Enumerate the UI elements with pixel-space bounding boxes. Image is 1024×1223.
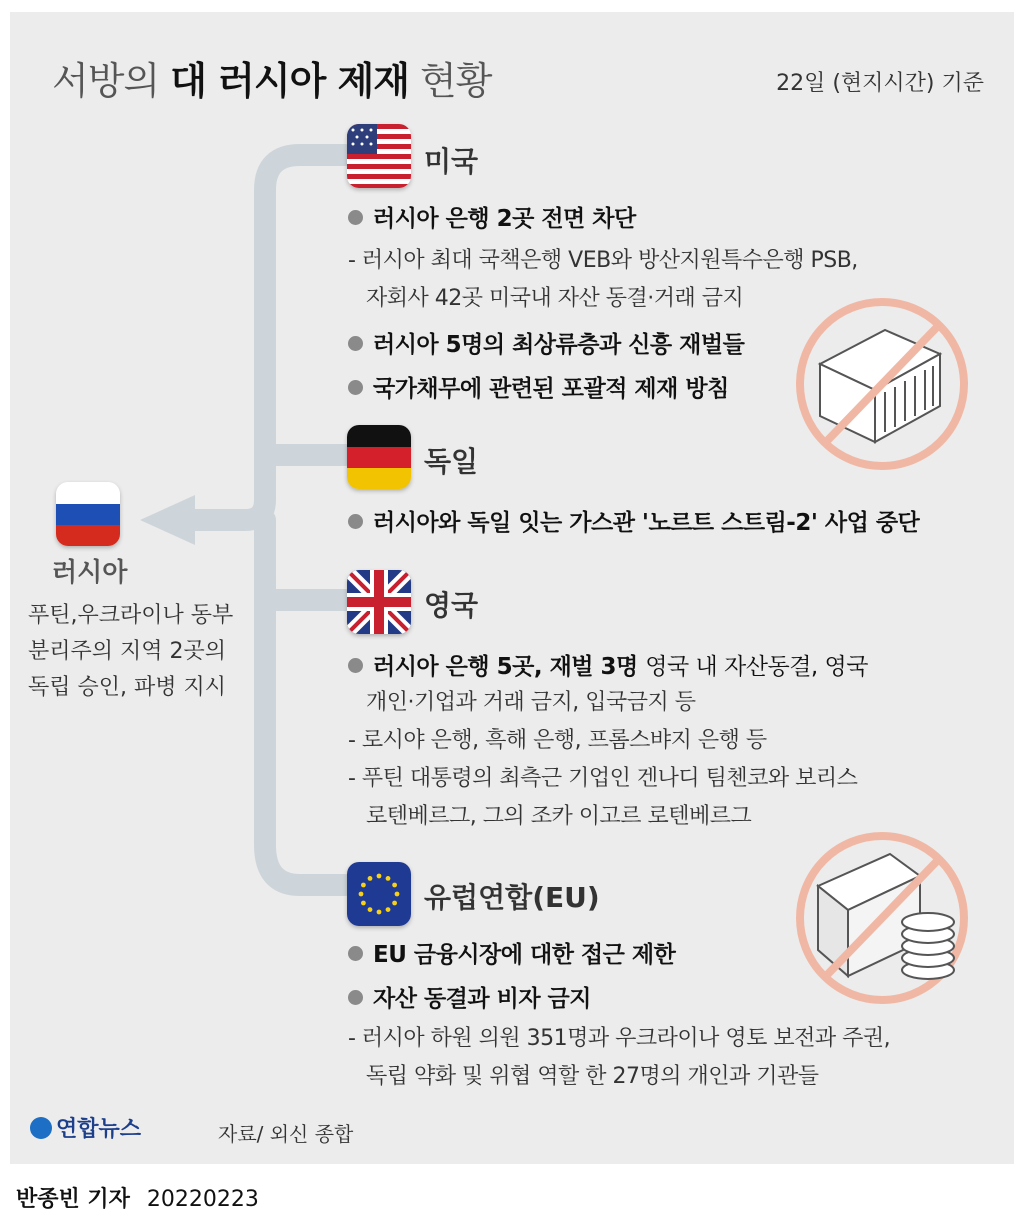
- uk-bullet-1-plain: 영국 내 자산동결, 영국: [645, 654, 868, 680]
- bullet-icon: [348, 380, 363, 395]
- bullet-icon: [348, 514, 363, 529]
- bullet-icon: [348, 658, 363, 673]
- us-bullet-3-text: 국가채무에 관련된 포괄적 제재 방침: [373, 376, 729, 402]
- bullet-icon: [348, 990, 363, 1005]
- arrow-icon: [140, 495, 195, 545]
- russia-description: [28, 598, 268, 706]
- uk-flag-icon: [347, 570, 411, 634]
- us-bullet-1-text: 러시아 은행 2곳 전면 차단: [373, 206, 636, 232]
- russia-desc-line: 푸틴,우크라이나 동부: [28, 603, 234, 628]
- source-note: 자료/ 외신 종합: [218, 1122, 354, 1146]
- eu-bullet-1: [348, 936, 675, 969]
- germany-bullet-1-text: 러시아와 독일 잇는 가스관 '노르트 스트림-2' 사업 중단: [373, 510, 920, 536]
- page-title: [52, 50, 491, 105]
- russia-desc-line: 분리주의 지역 2곳의: [28, 639, 226, 664]
- uk-bullet-1: [348, 648, 868, 681]
- basis-date: 22일 (현지시간) 기준: [776, 71, 984, 96]
- eu-bullet-1-text: EU 금융시장에 대한 접근 제한: [373, 942, 676, 968]
- germany-label: 독일: [424, 445, 479, 478]
- uk-bullet-1-cont: 개인·기업과 거래 금지, 입국금지 등: [366, 690, 696, 715]
- us-bullet-2-text: 러시아 5명의 최상류층과 신흥 재벌들: [373, 332, 745, 358]
- uk-label: 영국: [424, 589, 479, 622]
- eu-label: 유럽연합(EU): [424, 881, 600, 914]
- title-bold: 대 러시아 제재: [170, 59, 409, 103]
- no-money-icon: [790, 826, 974, 1010]
- bullet-icon: [348, 210, 363, 225]
- bullet-icon: [348, 336, 363, 351]
- eu-bullet-2: [348, 980, 591, 1013]
- title-prefix: 서방의: [52, 59, 160, 103]
- yonhap-logo-icon: [30, 1117, 52, 1139]
- footer-credit: [16, 1182, 259, 1213]
- us-sub-1a: - 러시아 최대 국책은행 VEB와 방산지원특수은행 PSB,: [348, 248, 858, 273]
- russia-flag-icon: [56, 482, 120, 546]
- us-bullet-3: [348, 370, 729, 403]
- eu-sub-1b: 독립 약화 및 위협 역할 한 27명의 개인과 기관들: [366, 1064, 819, 1089]
- title-suffix: 현황: [420, 59, 492, 103]
- publish-date: 20220223: [146, 1187, 259, 1212]
- us-label: 미국: [424, 145, 479, 178]
- us-bullet-1: [348, 200, 636, 233]
- eu-sub-1a: - 러시아 하원 의원 351명과 우크라이나 영토 보전과 주권,: [348, 1026, 891, 1051]
- bullet-icon: [348, 946, 363, 961]
- no-bank-icon: [790, 292, 974, 476]
- us-bullet-2: [348, 326, 744, 359]
- russia-desc-line: 독립 승인, 파병 지시: [28, 675, 226, 700]
- yonhap-logo: [30, 1112, 141, 1143]
- germany-bullet-1: [348, 504, 919, 537]
- us-flag-icon: [347, 124, 411, 188]
- eu-flag-icon: [347, 862, 411, 926]
- us-sub-1b: 자회사 42곳 미국내 자산 동결·거래 금지: [366, 286, 744, 311]
- eu-bullet-2-text: 자산 동결과 비자 금지: [373, 986, 591, 1012]
- reporter-name: 반종빈 기자: [16, 1187, 130, 1212]
- uk-bullet-1-bold: 러시아 은행 5곳, 재벌 3명: [373, 654, 638, 680]
- uk-sub-1: - 로시야 은행, 흑해 은행, 프롬스뱌지 은행 등: [348, 728, 767, 753]
- uk-sub-2a: - 푸틴 대통령의 최측근 기업인 겐나디 팀첸코와 보리스: [348, 766, 858, 791]
- germany-flag-icon: [347, 425, 411, 489]
- yonhap-logo-text: 연합뉴스: [56, 1117, 142, 1142]
- russia-label: 러시아: [52, 558, 128, 588]
- uk-sub-2b: 로텐베르그, 그의 조카 이고르 로텐베르그: [366, 804, 752, 829]
